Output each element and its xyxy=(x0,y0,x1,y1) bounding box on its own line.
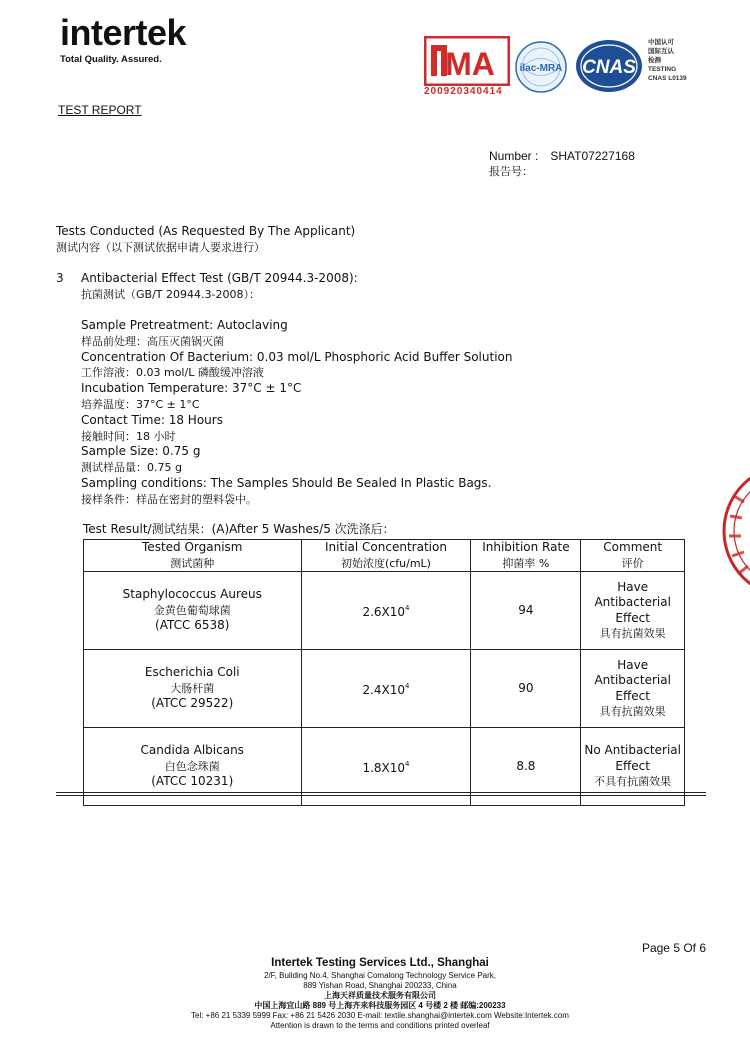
accreditation-marks xyxy=(424,36,714,100)
footer-address: 2/F, Building No.4, Shanghai Comalong Technology Service Park, xyxy=(264,971,496,980)
report-title: TEST REPORT xyxy=(58,103,142,117)
condition-line-cn: 培养温度：37°C ± 1°C xyxy=(81,397,200,411)
footer xyxy=(150,956,610,1031)
number-label-cn: 报告号： xyxy=(489,165,533,178)
table-row xyxy=(84,650,685,728)
cnas-side-line: 检测 xyxy=(648,57,661,64)
table-row xyxy=(84,728,685,806)
cnas-side-line: 中国认可 xyxy=(648,39,674,46)
item-title-cn: 抗菌测试（GB/T 20944.3-2008）： xyxy=(81,288,260,301)
cma-mark-icon xyxy=(424,36,510,86)
cma-number: 200920340414 xyxy=(424,86,503,97)
condition-line-cn: 测试样品量：0.75 g xyxy=(81,461,182,475)
cnas-side-text xyxy=(648,38,687,83)
cell-comment: No Antibacterial Effect 不具有抗菌效果 xyxy=(581,728,685,806)
cell-organism: Escherichia Coli 大肠杆菌 (ATCC 29522) xyxy=(84,650,302,728)
header-organism: Tested Organism 测试菌种 xyxy=(84,540,302,572)
seal-stamp-icon xyxy=(720,456,750,606)
condition-line-cn: 工作溶液：0.03 mol/L 磷酸缓冲溶液 xyxy=(81,366,264,380)
footer-note: Attention is drawn to the terms and conditions printed overleaf xyxy=(270,1021,490,1030)
logo-tagline: Total Quality. Assured. xyxy=(60,54,162,65)
condition-line: Incubation Temperature: 37°C ± 1°C xyxy=(81,381,302,396)
condition-line-cn: 接样条件：样品在密封的塑料袋中。 xyxy=(81,492,257,506)
number-value: SHAT07227168 xyxy=(550,149,635,163)
condition-line: Concentration Of Bacterium: 0.03 mol/L Phosphoric Acid Buffer Solution xyxy=(81,349,513,364)
ilac-mra-text: ilac-MRA xyxy=(519,63,563,74)
logo-wordmark: intertek xyxy=(60,12,187,53)
condition-line-cn: 接触时间：18 小时 xyxy=(81,429,176,443)
cnas-icon xyxy=(574,38,644,94)
page-number: Page 5 Of 6 xyxy=(641,941,706,955)
table-row xyxy=(84,572,685,650)
header-inhibition: Inhibition Rate 抑菌率 % xyxy=(471,540,581,572)
header-concentration: Initial Concentration 初始浓度(cfu/mL) xyxy=(301,540,471,572)
condition-line: Sample Pretreatment: Autoclaving xyxy=(81,318,288,332)
condition-line: Contact Time: 18 Hours xyxy=(81,412,223,427)
divider xyxy=(56,795,706,796)
table-header-row xyxy=(84,540,685,572)
cnas-text: CNAS xyxy=(582,57,636,78)
cnas-side-line: 国际互认 xyxy=(648,48,674,55)
cell-concentration: $2.6X10^4$ xyxy=(301,572,471,650)
cnas-side-line: CNAS L0139 xyxy=(648,75,687,82)
divider xyxy=(56,792,706,793)
cell-concentration: $2.4X10^4$ xyxy=(301,650,471,728)
footer-company: Intertek Testing Services Ltd., Shanghai xyxy=(271,957,489,969)
ilac-mra-icon xyxy=(514,40,568,94)
result-caption: Test Result/测试结果：(A)After 5 Washes/5 次洗涤后： xyxy=(83,522,395,536)
condition-line: Sampling conditions: The Samples Should Be Sealed In Plastic Bags. xyxy=(81,475,492,490)
cell-concentration: $1.8X10^4$ xyxy=(301,728,471,806)
footer-address-cn: 中国上海宜山路 889 号上海齐来科技服务园区 4 号楼 2 楼 邮编:200233 xyxy=(254,1001,506,1010)
item-title: Antibacterial Effect Test (GB/T 20944.3-2008): xyxy=(81,271,358,285)
footer-contact: Tel: +86 21 5339 5999 Fax: +86 21 5426 2030 E-mail: textile.shanghai@intertek.com Website:Intertek.com xyxy=(191,1011,569,1020)
footer-company-cn: 上海天祥质量技术服务有限公司 xyxy=(324,991,436,1000)
tests-heading-cn: 测试内容（以下测试依据申请人要求进行） xyxy=(56,241,265,254)
cell-rate: 90 xyxy=(471,650,581,728)
cell-organism: Candida Albicans 白色念珠菌 (ATCC 10231) xyxy=(84,728,302,806)
condition-line: Sample Size: 0.75 g xyxy=(81,444,201,459)
footer-address: 889 Yishan Road, Shanghai 200233, China xyxy=(303,981,457,990)
header-comment: Comment 评价 xyxy=(581,540,685,572)
tests-heading: Tests Conducted (As Requested By The Applicant) xyxy=(56,224,356,238)
report-number xyxy=(489,148,635,180)
cnas-side-line: TESTING xyxy=(648,66,677,73)
cell-rate: 8.8 xyxy=(471,728,581,806)
cell-comment: Have Antibacterial Effect 具有抗菌效果 xyxy=(581,650,685,728)
intertek-logo xyxy=(60,14,186,65)
test-conditions xyxy=(81,318,512,508)
item-number: 3 xyxy=(56,271,64,285)
cell-comment: Have Antibacterial Effect 具有抗菌效果 xyxy=(581,572,685,650)
cell-organism: Staphylococcus Aureus 金黄色葡萄球菌 (ATCC 6538) xyxy=(84,572,302,650)
cma-mark-text: MA xyxy=(445,46,495,82)
number-label: Number : xyxy=(489,149,539,163)
results-table xyxy=(83,539,685,806)
condition-line-cn: 样品前处理：高压灭菌锅灭菌 xyxy=(81,334,224,348)
cell-rate: 94 xyxy=(471,572,581,650)
